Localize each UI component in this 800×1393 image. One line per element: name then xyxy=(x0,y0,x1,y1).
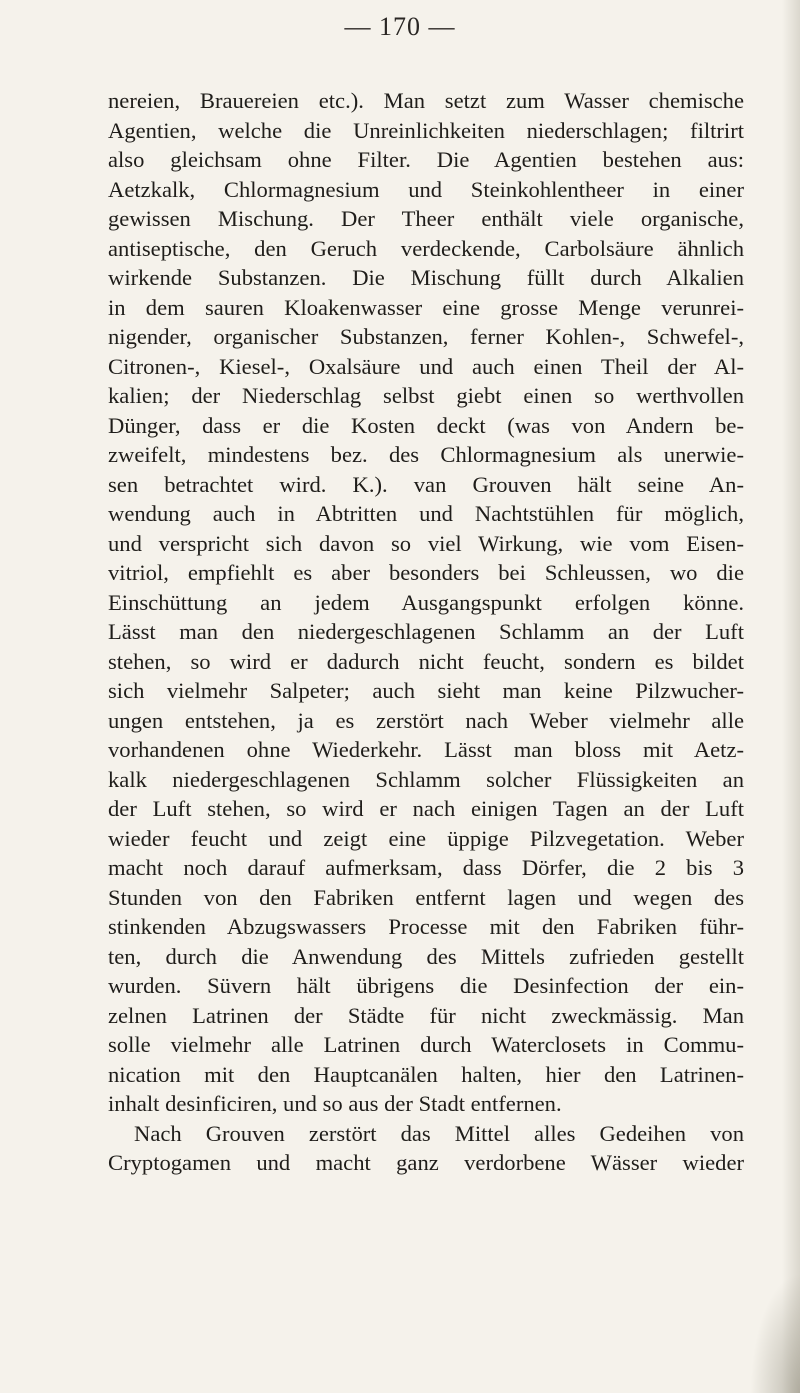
text-line: wirkende Substanzen. Die Mischung füllt durch Alkalien xyxy=(108,265,744,290)
text-line: zweifelt, mindestens bez. des Chlormagnesium als unerwie- xyxy=(108,442,744,467)
page-edge-shadow xyxy=(782,0,800,1393)
text-line: Lässt man den niedergeschlagenen Schlamm an der Luft xyxy=(108,619,744,644)
text-line: antiseptische, den Geruch verdeckende, Carbolsäure ähnlich xyxy=(108,235,744,261)
text-line: und verspricht sich davon so viel Wirkung, wie vom Eisen- xyxy=(108,530,744,556)
page-corner-shade xyxy=(750,1273,800,1393)
text-line: wieder feucht und zeigt eine üppige Pilzvegetation. Weber xyxy=(108,825,744,851)
text-line: Cryptogamen und macht ganz verdorbene Wässer wieder xyxy=(108,1150,744,1175)
text-line: zelnen Latrinen der Städte für nicht zweckmässig. Man xyxy=(108,1002,744,1028)
text-line: macht noch darauf aufmerksam, dass Dörfer, die 2 bis 3 xyxy=(108,855,744,880)
text-line: in dem sauren Kloakenwasser eine grosse Menge verunrei- xyxy=(108,294,744,320)
text-line: wendung auch in Abtritten und Nachtstühlen für möglich, xyxy=(108,501,744,526)
text-line: Agentien, welche die Unreinlichkeiten niederschlagen; filtrirt xyxy=(108,117,744,143)
body-text xyxy=(108,86,744,1178)
text-line: stehen, so wird er dadurch nicht feucht, sondern es bildet xyxy=(108,648,744,674)
text-line: nigender, organischer Substanzen, ferner Kohlen-, Schwefel-, xyxy=(108,324,744,349)
text-line: Einschüttung an jedem Ausgangspunkt erfolgen könne. xyxy=(108,589,744,615)
text-line: ungen entstehen, ja es zerstört nach Weber vielmehr alle xyxy=(108,707,744,733)
text-line: ten, durch die Anwendung des Mittels zufrieden gestellt xyxy=(108,943,744,969)
text-line: nereien, Brauereien etc.). Man setzt zum Wasser chemische xyxy=(108,88,744,113)
text-line: vitriol, empfiehlt es aber besonders bei Schleussen, wo die xyxy=(108,560,744,585)
text-line: vorhandenen ohne Wiederkehr. Lässt man bloss mit Aetz- xyxy=(108,737,744,762)
text-line: sich vielmehr Salpeter; auch sieht man keine Pilzwucher- xyxy=(108,678,744,703)
text-line: Stunden von den Fabriken entfernt lagen und wegen des xyxy=(108,884,744,910)
text-line: solle vielmehr alle Latrinen durch Waterclosets in Commu- xyxy=(108,1032,744,1057)
text-line: der Luft stehen, so wird er nach einigen Tagen an der Luft xyxy=(108,796,744,821)
text-line: stinkenden Abzugswassers Processe mit den Fabriken führ- xyxy=(108,914,744,939)
text-line: wurden. Süvern hält übrigens die Desinfection der ein- xyxy=(108,973,744,998)
text-line-paragraph-start: Nach Grouven zerstört das Mittel alles Gedeihen von xyxy=(134,1120,744,1146)
text-line: gewissen Mischung. Der Theer enthält viele organische, xyxy=(108,206,744,231)
text-line: kalk niedergeschlagenen Schlamm solcher Flüssigkeiten an xyxy=(108,766,744,792)
text-line: Dünger, dass er die Kosten deckt (was von Andern be- xyxy=(108,412,744,438)
text-line: Aetzkalk, Chlormagnesium und Steinkohlentheer in einer xyxy=(108,176,744,202)
text-line: kalien; der Niederschlag selbst giebt einen so werthvollen xyxy=(108,383,744,408)
text-line: nication mit den Hauptcanälen halten, hier den Latrinen- xyxy=(108,1061,744,1087)
text-line-paragraph-end: inhalt desinficiren, und so aus der Stadt entfernen. xyxy=(108,1091,562,1116)
text-line: Citronen-, Kiesel-, Oxalsäure und auch einen Theil der Al- xyxy=(108,353,744,379)
page-number: — 170 — xyxy=(344,12,456,41)
text-line: sen betrachtet wird. K.). van Grouven hält seine An- xyxy=(108,471,744,497)
text-line: also gleichsam ohne Filter. Die Agentien bestehen aus: xyxy=(108,147,744,172)
